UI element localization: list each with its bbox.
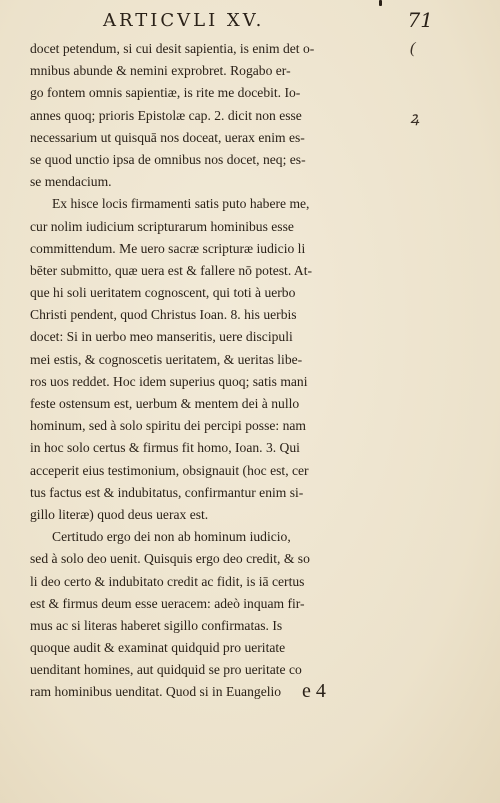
text-line: li deo certo & indubitato credit ac fidit, is iā certus: [30, 573, 305, 589]
page-number: 71: [407, 8, 433, 32]
running-head: ARTICVLI XV.: [103, 10, 265, 31]
text-line: committendum. Me uero sacræ scripturæ iudicio li: [30, 240, 306, 256]
text-line: in hoc solo certus & firmus fit homo, Ioan. 3. Qui: [30, 440, 300, 456]
text-line: go fontem omnis sapientiæ, is rite me docebit. Io-: [30, 85, 301, 101]
text-line: bēter submitto, quæ uera est & fallere nō potest. At-: [30, 262, 313, 278]
text-line: uenditant homines, aut quidquid se pro ueritate co: [30, 662, 302, 678]
text-line: est & firmus deum esse ueracem: adeò inquam fir-: [30, 595, 305, 611]
text-line: que hi soli ueritatem cognoscent, qui toti à uerbo: [30, 285, 296, 301]
text-line: mus ac si literas haberet sigillo confirmatas. Is: [30, 617, 283, 633]
text-line: se quod unctio ipsa de omnibus nos docet, neq; es-: [30, 151, 306, 167]
text-line: se mendacium.: [30, 174, 112, 190]
text-line: sed à solo deo uenit. Quisquis ergo deo credit, & so: [30, 551, 310, 567]
text-line: mnibus abunde & nemini exprobret. Rogabo er-: [30, 63, 291, 79]
text-line: feste ostensum est, uerbum & mentem dei à nullo: [30, 396, 300, 411]
margin-note: (: [410, 40, 416, 57]
body-text: [30, 38, 402, 704]
text-line: ram hominibus uenditat. Quod si in Euangelio: [30, 684, 282, 700]
text-line: hominum, sed à solo spiritu dei percipi posse: nam: [30, 418, 306, 434]
text-line: necessarium ut quisquā nos doceat, uerax enim es-: [30, 129, 305, 145]
catchword: e 4: [302, 680, 326, 702]
text-line: acceperit eius testimonium, obsignauit (hoc est, cer: [30, 462, 309, 478]
text-line: Certitudo ergo dei non ab hominum iudicio,: [52, 529, 291, 545]
text-line: Christi pendent, quod Christus Ioan. 8. his uerbis: [30, 307, 297, 323]
text-line: gillo literæ) quod deus uerax est.: [30, 506, 209, 522]
text-line: cur nolim iudicium scripturarum hominibus esse: [30, 218, 294, 234]
text-line: docet petendum, si cui desit sapientia, is enim det o-: [30, 41, 315, 56]
text-line: ros uos reddet. Hoc idem superius quoq; satis mani: [30, 373, 308, 389]
text-line: docet: Si in uerbo meo manseritis, uere discipuli: [30, 329, 293, 345]
text-line: quoque audit & examinat quidquid pro ueritate: [30, 640, 286, 656]
text-line: annes quoq; prioris Epistolæ cap. 2. dicit non esse: [30, 107, 302, 123]
text-line: Ex hisce locis firmamenti satis puto habere me,: [52, 196, 310, 212]
text-line: tus factus est & indubitatus, confirmantur enim si-: [30, 484, 304, 500]
page-header: [95, 4, 435, 34]
text-line: mei estis, & cognoscetis ueritatem, & ueritas libe-: [30, 351, 303, 367]
margin-note: ꝝ: [410, 110, 420, 127]
